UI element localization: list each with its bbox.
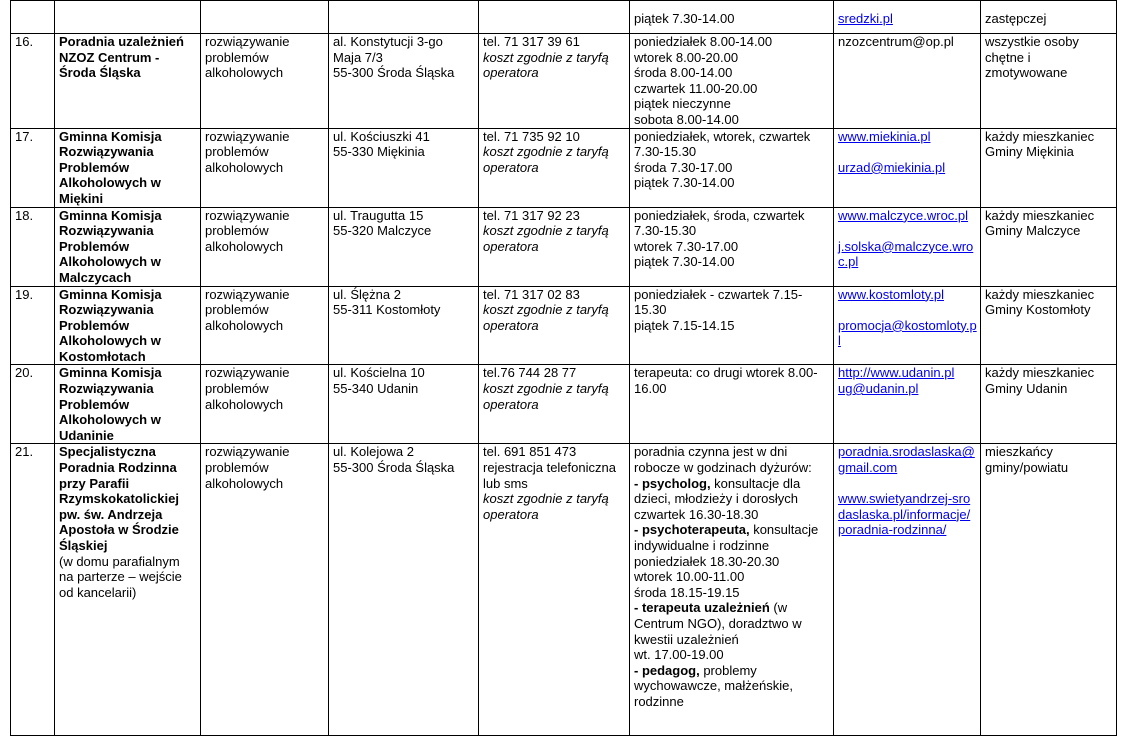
hours-cell — [630, 286, 834, 365]
phone-cell — [479, 34, 630, 129]
table-row — [11, 34, 1117, 129]
contact-link[interactable]: poradnia.srodaslaska@gmail.com — [838, 444, 975, 476]
contact-link[interactable]: promocja@kostomloty.pl — [838, 317, 977, 349]
scope-cell — [201, 34, 329, 129]
scope-text: rozwiązywanie problemów alkoholowych — [205, 34, 290, 81]
contact-link[interactable]: www.kostomloty.pl — [838, 286, 944, 302]
target-cell — [981, 128, 1117, 207]
scope-text: rozwiązywanie problemów alkoholowych — [205, 365, 290, 412]
address-cell — [329, 207, 479, 286]
hours-line: wtorek 7.30-17.00 — [634, 238, 739, 254]
address-line: al. Konstytucji 3-go — [333, 34, 443, 49]
hours-line: poniedziałek, środa, czwartek 7.30-15.30 — [634, 207, 809, 239]
hours-line: piątek 7.30-14.00 — [634, 175, 735, 191]
hours-cell — [630, 1, 834, 34]
address-line: ul. Kościelna 10 — [333, 365, 425, 381]
pedagogue-desc: problemy wychowawcze, małżeńskie, rodzinne — [634, 662, 793, 709]
target-text: mieszkańcy gminy/powiatu — [985, 444, 1069, 476]
institutions-table — [10, 0, 1117, 736]
name-cell — [55, 365, 201, 444]
address-cell — [329, 34, 479, 129]
contact-gap — [838, 223, 977, 239]
phone-number: tel.76 744 28 77 — [483, 365, 577, 381]
phone-cell — [479, 444, 630, 736]
institution-name: Gminna Komisja Rozwiązywania Problemów Alkoholowych w Udaninie — [59, 365, 162, 443]
contact-link[interactable]: www.miekinia.pl — [838, 128, 931, 144]
phone-number: tel. 691 851 473 — [483, 444, 577, 460]
hours-line: poniedziałek - czwartek 7.15-15.30 — [634, 286, 803, 318]
table-row — [11, 365, 1117, 444]
target-text: wszystkie osoby chętne i zmotywowane — [985, 34, 1079, 81]
hours-cell — [630, 34, 834, 129]
hours-line: piątek 7.30-14.00 — [634, 11, 735, 26]
contact-cell — [834, 286, 981, 365]
psychologist-desc: konsultacje dla dzieci, młodzieży i dorosłych — [634, 475, 801, 507]
scope-cell — [201, 286, 329, 365]
name-cell — [55, 34, 201, 129]
contact-cell — [834, 1, 981, 34]
hours-line: wtorek 8.00-20.00 — [634, 49, 739, 65]
row-number: 19. — [15, 286, 34, 302]
address-line: ul. Kościuszki 41 — [333, 128, 430, 144]
contact-cell — [834, 444, 981, 736]
target-cell — [981, 207, 1117, 286]
target-cell — [981, 365, 1117, 444]
table-row — [11, 128, 1117, 207]
address-line: ul. Kolejowa 2 — [333, 444, 414, 460]
psychotherapist-hours: poniedziałek 18.30-20.30 — [634, 553, 780, 569]
institution-name: Poradnia uzależnień NZOZ Centrum - Środa Śląska — [59, 34, 184, 81]
addiction-label: - terapeuta uzależnień — [634, 600, 770, 616]
phone-number: tel. 71 317 92 23 — [483, 207, 580, 223]
contact-link[interactable]: j.solska@malczyce.wroc.pl — [838, 238, 974, 270]
hours-line: sobota 8.00-14.00 — [634, 111, 739, 127]
row-number: 21. — [15, 444, 34, 460]
psychotherapist-label: - psychoterapeuta, — [634, 522, 750, 538]
no-cell — [11, 34, 55, 129]
phone-cost: koszt zgodnie z taryfą operatora — [483, 491, 609, 522]
contact-gap — [838, 144, 977, 160]
phone-cell — [479, 1, 630, 34]
address-line: Maja 7/3 — [333, 49, 383, 65]
target-text: zastępczej — [985, 11, 1047, 26]
addiction-hours: wt. 17.00-19.00 — [634, 647, 724, 663]
scope-cell — [201, 1, 329, 34]
target-text: każdy mieszkaniec Gminy Malczyce — [985, 207, 1095, 239]
target-cell — [981, 286, 1117, 365]
table-row — [11, 207, 1117, 286]
contact-cell — [834, 128, 981, 207]
hours-line: środa 8.00-14.00 — [634, 65, 733, 81]
name-cell — [55, 286, 201, 365]
hours-cell — [630, 207, 834, 286]
psychotherapist-hours: wtorek 10.00-11.00 — [634, 569, 745, 585]
hours-line: poniedziałek 8.00-14.00 — [634, 34, 773, 49]
address-cell — [329, 1, 479, 34]
scope-cell — [201, 128, 329, 207]
contact-cell — [834, 365, 981, 444]
psychologist-label: - psycholog, — [634, 475, 711, 491]
contact-link[interactable]: sredzki.pl — [838, 11, 893, 26]
scope-cell — [201, 207, 329, 286]
hours-line: piątek nieczynne — [634, 96, 731, 112]
address-line: ul. Traugutta 15 — [333, 207, 424, 223]
contact-gap — [838, 476, 977, 492]
table-row-previous — [11, 1, 1117, 34]
no-cell — [11, 207, 55, 286]
target-text: każdy mieszkaniec Gminy Miękinia — [985, 128, 1095, 160]
phone-cell — [479, 128, 630, 207]
address-line: 55-300 Środa Śląska — [333, 460, 455, 476]
phone-number: tel. 71 317 39 61 — [483, 34, 580, 49]
hours-line: środa 7.30-17.00 — [634, 159, 733, 175]
address-line: 55-340 Udanin — [333, 381, 419, 397]
address-cell — [329, 128, 479, 207]
no-cell — [11, 286, 55, 365]
hours-cell — [630, 444, 834, 736]
phone-cost: koszt zgodnie z taryfą operatora — [483, 144, 609, 175]
contact-link[interactable]: ug@udanin.pl — [838, 381, 919, 397]
row-number: 16. — [15, 34, 34, 49]
hours-cell — [630, 365, 834, 444]
target-text: każdy mieszkaniec Gminy Udanin — [985, 365, 1095, 397]
contact-link[interactable]: urzad@miekinia.pl — [838, 159, 946, 175]
psychotherapist-hours: środa 18.15-19.15 — [634, 584, 740, 600]
scope-text: rozwiązywanie problemów alkoholowych — [205, 207, 290, 254]
contact-link[interactable]: www.malczyce.wroc.pl — [838, 207, 969, 223]
phone-cost: koszt zgodnie z taryfą operatora — [483, 381, 609, 412]
phone-cell — [479, 207, 630, 286]
institution-name: Gminna Komisja Rozwiązywania Problemów Alkoholowych w Kostomłotach — [59, 286, 162, 364]
contact-cell — [834, 34, 981, 129]
no-cell — [11, 128, 55, 207]
phone-cost: koszt zgodnie z taryfą operatora — [483, 223, 609, 254]
psychologist-entry — [634, 476, 830, 507]
psychotherapist-entry — [634, 522, 830, 553]
phone-note: rejestracja telefoniczna lub sms — [483, 460, 616, 491]
no-cell — [11, 444, 55, 736]
table-row — [11, 444, 1117, 736]
hours-line: piątek 7.30-14.00 — [634, 254, 735, 270]
hours-line: poniedziałek, wtorek, czwartek 7.30-15.30 — [634, 128, 814, 160]
row-number: 18. — [15, 207, 34, 223]
institution-name: Gminna Komisja Rozwiązywania Problemów Alkoholowych w Malczycach — [59, 207, 162, 285]
address-line: 55-311 Kostomłoty — [333, 302, 441, 318]
phone-number: tel. 71 735 92 10 — [483, 128, 580, 144]
no-cell — [11, 1, 55, 34]
phone-cell — [479, 286, 630, 365]
addiction-entry — [634, 600, 830, 647]
pedagogue-label: - pedagog, — [634, 662, 700, 678]
row-number: 20. — [15, 365, 34, 381]
institution-name: Specjalistyczna Poradnia Rodzinna przy Parafii Rzymskokatolickiej pw. św. Andrzeja Apostoła w Środzie Śląskiej — [59, 444, 179, 553]
contact-link[interactable]: http://www.udanin.pl — [838, 365, 955, 381]
hours-line: piątek 7.15-14.15 — [634, 317, 735, 333]
scope-text: rozwiązywanie problemów alkoholowych — [205, 286, 290, 333]
target-cell — [981, 34, 1117, 129]
table-row — [11, 286, 1117, 365]
scope-text: rozwiązywanie problemów alkoholowych — [205, 128, 290, 175]
contact-gap — [838, 302, 977, 318]
psychologist-hours: czwartek 16.30-18.30 — [634, 506, 759, 522]
name-cell — [55, 444, 201, 736]
target-text: każdy mieszkaniec Gminy Kostomłoty — [985, 286, 1095, 318]
contact-link[interactable]: www.swietyandrzej-srodaslaska.pl/informacje/poradnia-rodzinna/ — [838, 491, 971, 538]
hours-line: czwartek 11.00-20.00 — [634, 80, 758, 96]
name-cell — [55, 207, 201, 286]
address-line: 55-330 Miękinia — [333, 144, 425, 160]
contact-cell — [834, 207, 981, 286]
psychotherapist-desc: konsultacje indywidualne i rodzinne — [634, 522, 819, 553]
no-cell — [11, 365, 55, 444]
address-cell — [329, 444, 479, 736]
phone-cell — [479, 365, 630, 444]
address-cell — [329, 286, 479, 365]
name-cell — [55, 1, 201, 34]
hours-line: terapeuta: co drugi wtorek 8.00-16.00 — [634, 365, 818, 397]
row-number: 17. — [15, 128, 34, 144]
target-cell — [981, 1, 1117, 34]
scope-cell — [201, 444, 329, 736]
hours-intro: poradnia czynna jest w dni robocze w godzinach dyżurów: — [634, 444, 812, 476]
scope-text: rozwiązywanie problemów alkoholowych — [205, 444, 290, 491]
phone-number: tel. 71 317 02 83 — [483, 286, 580, 302]
pedagogue-entry — [634, 663, 830, 710]
institution-note: (w domu parafialnym na parterze – wejście od kancelarii) — [59, 553, 182, 600]
phone-cost: koszt zgodnie z taryfą operatora — [483, 302, 609, 333]
name-cell — [55, 128, 201, 207]
address-line: ul. Ślężna 2 — [333, 286, 401, 302]
institution-name: Gminna Komisja Rozwiązywania Problemów Alkoholowych w Miękini — [59, 128, 162, 206]
address-line: 55-320 Malczyce — [333, 223, 432, 239]
phone-cost: koszt zgodnie z taryfą operatora — [483, 49, 609, 81]
address-cell — [329, 365, 479, 444]
scope-cell — [201, 365, 329, 444]
hours-cell — [630, 128, 834, 207]
target-cell — [981, 444, 1117, 736]
addiction-desc: (w Centrum NGO), doradztwo w kwestii uzależnień — [634, 600, 802, 647]
contact-text: nzozcentrum@op.pl — [838, 34, 954, 49]
address-line: 55-300 Środa Śląska — [333, 65, 455, 81]
